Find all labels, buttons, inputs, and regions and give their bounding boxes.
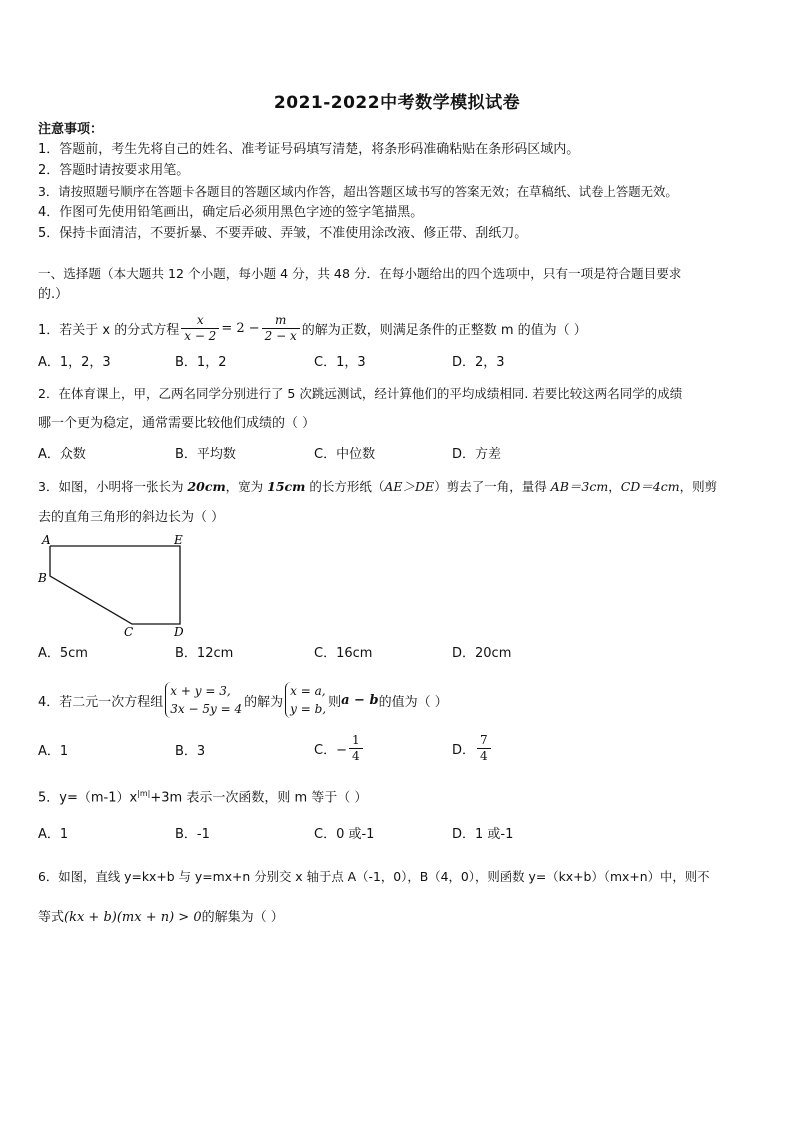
q4-option-d-num: 7 [480, 733, 488, 747]
note-item: 5．保持卡面清洁，不要折暴、不要弄破、弄皱，不准使用涂改液、修正带、刮纸刀。 [38, 226, 528, 241]
q4-suffix: 的值为（ ） [378, 694, 448, 710]
q4-sol1: x = a, [290, 684, 326, 698]
q5-option-d[interactable]: D．1 或-1 [452, 827, 514, 842]
q2-option-b[interactable]: B．平均数 [175, 447, 236, 462]
q6-line1: 6．如图，直线 y=kx+b 与 y=mx+n 分别交 x 轴于点 A（-1，0），B（4，0），则函数 y=（kx+b）（mx+n）中，则不 [38, 869, 710, 884]
q4-option-c-label: C．− [314, 743, 347, 758]
question-5 [38, 786, 367, 806]
q1-frac-right-num: m [275, 312, 287, 327]
q4-then: 则 [328, 694, 342, 710]
note-item: 4．作图可先使用铅笔画出，确定后必须用黑色字迹的签字笔描黑。 [38, 205, 424, 220]
q4-option-b[interactable]: B．3 [175, 744, 206, 759]
q1-option-d[interactable]: D．2，3 [452, 355, 505, 370]
q4-prefix: 4．若二元一次方程组 [38, 694, 164, 710]
q3-option-c[interactable]: C．16cm [314, 646, 373, 661]
note-item: 3．请按照题号顺序在答题卡各题目的答题区域内作答，超出答题区域书写的答案无效；在草稿纸、试卷上答题无效。 [38, 184, 678, 199]
q2-option-c[interactable]: C．中位数 [314, 447, 376, 462]
q4-solution-system [285, 682, 326, 718]
q3-figure [34, 530, 194, 642]
question-1 [38, 310, 587, 346]
q4-option-c-den: 4 [349, 748, 363, 764]
page-title: 2021-2022中考数学模拟试卷 [273, 93, 521, 113]
q1-frac-right-den: 2 − x [262, 328, 300, 344]
q4-equation-system [165, 682, 242, 718]
q3-text: 3．如图，小明将一张长为 [38, 479, 188, 494]
q3-cd: CD＝4cm [620, 479, 680, 494]
q1-option-c[interactable]: C．1，3 [314, 355, 366, 370]
q3-text: 的长方形纸（ [305, 479, 385, 494]
q1-fraction-right [262, 313, 300, 344]
q3-ab: AB＝3cm [550, 479, 609, 494]
q4-option-c-fraction [349, 733, 363, 764]
q2-option-d[interactable]: D．方差 [452, 447, 502, 462]
q4-eq1: x + y = 3, [170, 684, 231, 698]
q3-line1 [38, 479, 717, 495]
q4-option-d-fraction [477, 733, 491, 764]
q6-inequality: (kx + b)(mx + n) > 0 [64, 910, 202, 925]
q4-option-d-den: 4 [477, 748, 491, 764]
q5-text: +3m 表示一次函数，则 m 等于（ ） [150, 790, 368, 806]
q4-option-d[interactable] [452, 733, 493, 764]
q4-option-a[interactable]: A．1 [38, 744, 69, 759]
q3-condition: AE＞DE [384, 479, 435, 494]
cut-rectangle-outline [50, 546, 180, 624]
point-e-label: E [174, 533, 183, 547]
q4-sol2: y = b, [290, 702, 327, 716]
q2-option-a[interactable]: A．众数 [38, 447, 86, 462]
q1-suffix: 的解为正数，则满足条件的正整数 m 的值为（ ） [301, 322, 587, 338]
notes-heading: 注意事项： [38, 122, 104, 137]
q6-line2 [38, 910, 284, 926]
q5-option-b[interactable]: B．-1 [175, 827, 210, 842]
q3-width: 15cm [267, 479, 306, 494]
note-item: 1．答题前，考生先将自己的姓名、准考证号码填写清楚，将条形码准确粘贴在条形码区域内。 [38, 142, 580, 157]
q5-option-a[interactable]: A．1 [38, 827, 69, 842]
point-d-label: D [174, 625, 184, 639]
q4-eq2: 3x − 5y = 4 [170, 702, 243, 716]
point-a-label: A [42, 533, 51, 547]
q1-frac-left-den: x − 2 [181, 328, 219, 344]
q1-option-a[interactable]: A．1，2，3 [38, 355, 111, 370]
q4-expression: a − b [341, 692, 379, 708]
q4-option-c-num: 1 [351, 733, 360, 747]
point-c-label: C [124, 625, 134, 639]
q6-text: 的解集为（ ） [201, 910, 284, 925]
q2-line2: 哪一个更为稳定，通常需要比较他们成绩的（ ） [38, 416, 316, 431]
q1-prefix: 1．若关于 x 的分式方程 [38, 322, 180, 338]
q1-equals: = 2 − [221, 320, 260, 336]
q6-text: 等式 [38, 910, 65, 925]
q3-length: 20cm [187, 479, 226, 494]
q3-option-a[interactable]: A．5cm [38, 646, 88, 661]
q1-frac-left-num: x [196, 312, 204, 327]
q5-exponent: |m| [137, 789, 151, 798]
q3-option-d[interactable]: D．20cm [452, 646, 512, 661]
q3-option-b[interactable]: B．12cm [175, 646, 234, 661]
q4-option-d-label: D． [452, 743, 476, 758]
q5-text: 5．y=（m-1）x [38, 790, 138, 806]
section-heading: 一、选择题（本大题共 12 个小题，每小题 4 分，共 48 分．在每小题给出的四个选项中，只有一项是符合题目要求 [38, 266, 682, 281]
q2-line1: 2．在体育课上，甲，乙两名同学分别进行了 5 次跳远测试，经计算他们的平均成绩相同. 若要比较这两名同学的成绩 [38, 386, 683, 401]
q3-text: ，宽为 [225, 479, 268, 494]
q5-option-c[interactable]: C．0 或-1 [314, 827, 375, 842]
q3-text: ， [608, 479, 621, 494]
note-item: 2．答题时请按要求用笔。 [38, 163, 190, 178]
q1-fraction-left [181, 313, 219, 344]
q3-line2: 去的直角三角形的斜边长为（ ） [38, 510, 225, 525]
q3-text: ）剪去了一角，量得 [434, 479, 551, 494]
q4-mid: 的解为 [244, 694, 284, 710]
q3-text: ，则剪 [679, 479, 718, 494]
q1-option-b[interactable]: B．1，2 [175, 355, 227, 370]
point-b-label: B [38, 571, 47, 585]
question-4 [38, 678, 448, 722]
q4-option-c[interactable] [314, 733, 365, 764]
section-heading-cont: 的.） [38, 287, 69, 302]
